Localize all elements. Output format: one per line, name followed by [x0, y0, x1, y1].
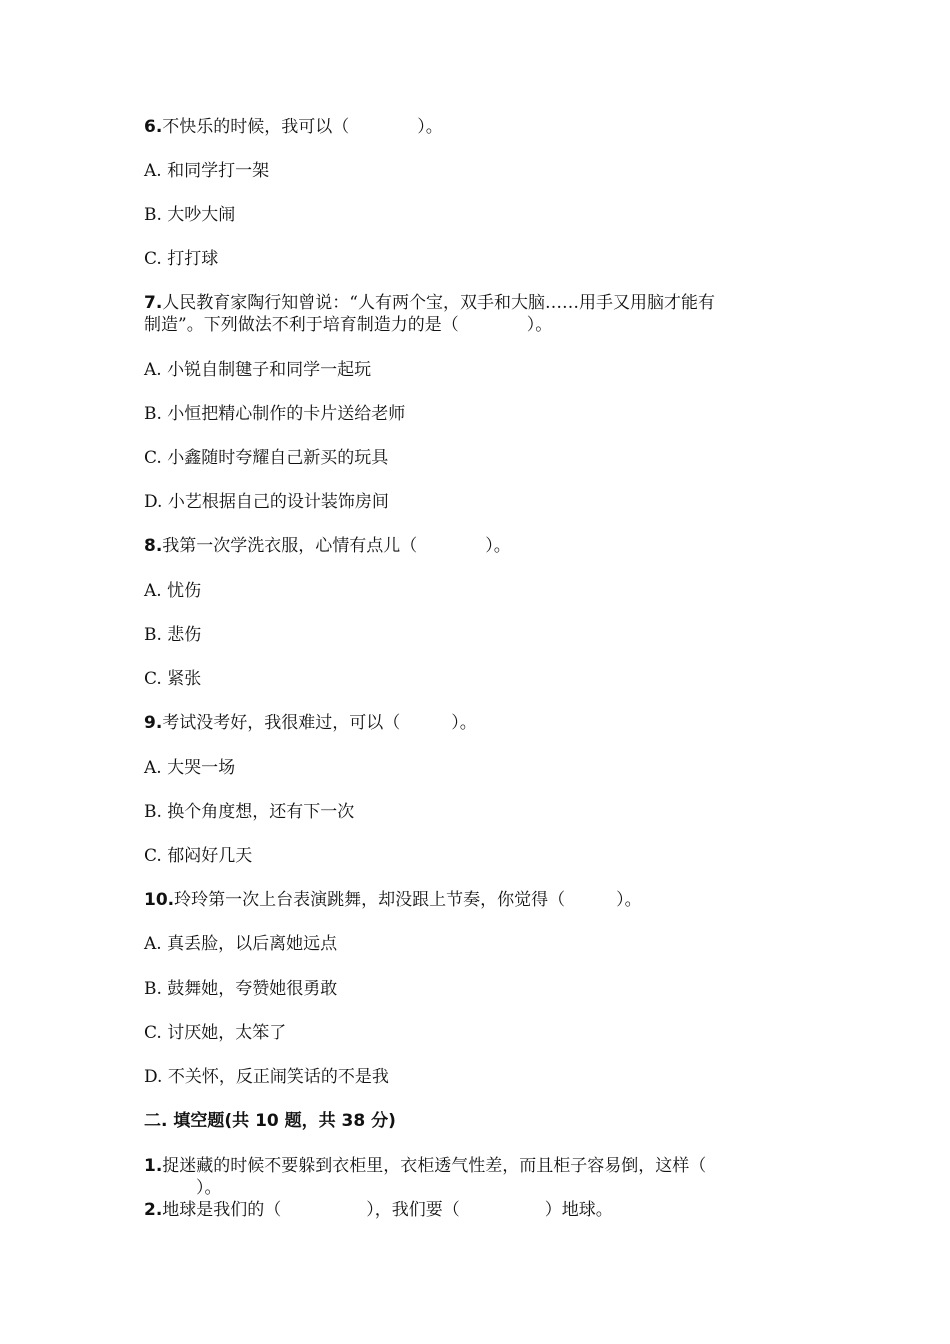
question-text: 地球是我们的（ ），我们要（ ）地球。 [162, 1200, 613, 1220]
question-number: 8. [144, 536, 163, 556]
option-b: B. 悲伤 [144, 625, 202, 645]
question-7 [144, 292, 715, 314]
section-heading: 二. 填空题(共 10 题，共 38 分) [144, 1111, 396, 1131]
option-a: A. 忧伤 [144, 581, 202, 601]
option-c: C. 打打球 [144, 249, 219, 269]
fill-question-1-line2: ）。 [196, 1178, 222, 1198]
option-b: B. 大吵大闹 [144, 205, 236, 225]
option-b: B. 换个角度想，还有下一次 [144, 802, 355, 822]
option-c: C. 小鑫随时夸耀自己新买的玩具 [144, 448, 389, 468]
fill-question-1 [144, 1155, 706, 1177]
option-c: C. 讨厌她，太笨了 [144, 1023, 287, 1043]
question-7-line2: 制造”。下列做法不利于培育制造力的是（ ）。 [144, 315, 553, 335]
question-number: 9. [144, 713, 163, 733]
question-number: 2. [144, 1200, 163, 1220]
option-a: A. 大哭一场 [144, 758, 236, 778]
question-text: 玲玲第一次上台表演跳舞，却没跟上节奏，你觉得（ ）。 [174, 890, 642, 910]
question-text: 不快乐的时候，我可以（ ）。 [162, 117, 443, 137]
fill-question-2 [144, 1199, 613, 1221]
option-d: D. 小艺根据自己的设计装饰房间 [144, 492, 389, 512]
option-b: B. 鼓舞她，夸赞她很勇敢 [144, 979, 338, 999]
question-number: 6. [144, 117, 163, 137]
option-a: A. 和同学打一架 [144, 161, 270, 181]
question-number: 7. [144, 293, 163, 313]
question-number: 1. [144, 1156, 163, 1176]
option-b: B. 小恒把精心制作的卡片送给老师 [144, 404, 406, 424]
question-text-line1: 捉迷藏的时候不要躲到衣柜里，衣柜透气性差，而且柜子容易倒，这样（ [162, 1156, 707, 1176]
option-d: D. 不关怀，反正闹笑话的不是我 [144, 1067, 389, 1087]
option-c: C. 紧张 [144, 669, 202, 689]
question-10 [144, 889, 642, 911]
question-8 [144, 535, 511, 557]
question-text-line1: 人民教育家陶行知曾说：“人有两个宝，双手和大脑……用手又用脑才能有 [162, 293, 715, 313]
option-a: A. 真丢脸，以后离她远点 [144, 934, 338, 954]
question-text: 我第一次学洗衣服，心情有点儿（ ）。 [162, 536, 511, 556]
option-a: A. 小锐自制毽子和同学一起玩 [144, 360, 372, 380]
question-text: 考试没考好，我很难过，可以（ ）。 [162, 713, 477, 733]
question-number: 10. [144, 890, 175, 910]
question-9 [144, 712, 477, 734]
option-c: C. 郁闷好几天 [144, 846, 253, 866]
question-6 [144, 116, 443, 138]
